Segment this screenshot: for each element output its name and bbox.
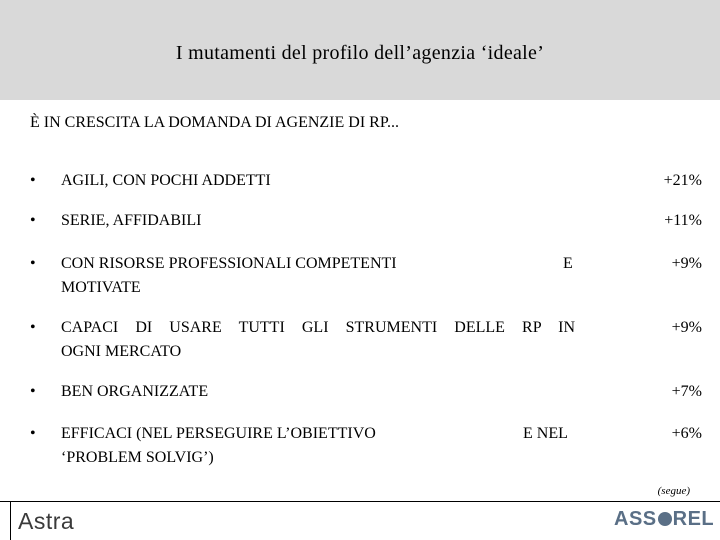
item-label: SERIE, AFFIDABILI <box>61 212 202 229</box>
astra-logo: Astra <box>18 508 75 534</box>
item-value: +6% <box>671 425 702 442</box>
item-label: CAPACI DI USARE TUTTI GLI STRUMENTI DELLE RP IN <box>61 319 575 336</box>
item-value: +11% <box>664 212 702 229</box>
item-label: BEN ORGANIZZATE <box>61 383 209 400</box>
bullet-icon: • <box>30 172 36 189</box>
item-value: +9% <box>671 255 702 272</box>
continued-note: (segue) <box>657 485 690 497</box>
assorel-logo <box>614 508 714 531</box>
item-label-line2: MOTIVATE <box>61 279 141 296</box>
footer-divider-left <box>0 501 11 540</box>
assorel-dot-icon <box>658 512 672 526</box>
bullet-icon: • <box>30 425 36 442</box>
footer-divider <box>0 501 720 502</box>
bullet-icon: • <box>30 319 36 336</box>
intro-heading: È IN CRESCITA LA DOMANDA DI AGENZIE DI RP... <box>30 114 399 131</box>
item-label-line2: OGNI MERCATO <box>61 343 182 360</box>
item-label: EFFICACI (NEL PERSEGUIRE L’OBIETTIVO <box>61 425 376 442</box>
title-bar <box>0 0 720 100</box>
item-label: AGILI, CON POCHI ADDETTI <box>61 172 271 189</box>
item-label-end: E <box>563 255 573 272</box>
bullet-icon: • <box>30 383 36 400</box>
assorel-logo-part1: ASS <box>614 508 657 530</box>
page-title: I mutamenti del profilo dell’agenzia ‘ideale’ <box>175 42 545 64</box>
item-label-end: E NEL <box>523 425 568 442</box>
assorel-logo-part2: REL <box>672 508 715 530</box>
bullet-icon: • <box>30 255 36 272</box>
item-value: +9% <box>671 319 702 336</box>
bullet-icon: • <box>30 212 36 229</box>
item-value: +7% <box>671 383 702 400</box>
item-label: CON RISORSE PROFESSIONALI COMPETENTI <box>61 255 397 272</box>
item-value: +21% <box>663 172 702 189</box>
item-label-line2: ‘PROBLEM SOLVIG’) <box>61 449 214 466</box>
